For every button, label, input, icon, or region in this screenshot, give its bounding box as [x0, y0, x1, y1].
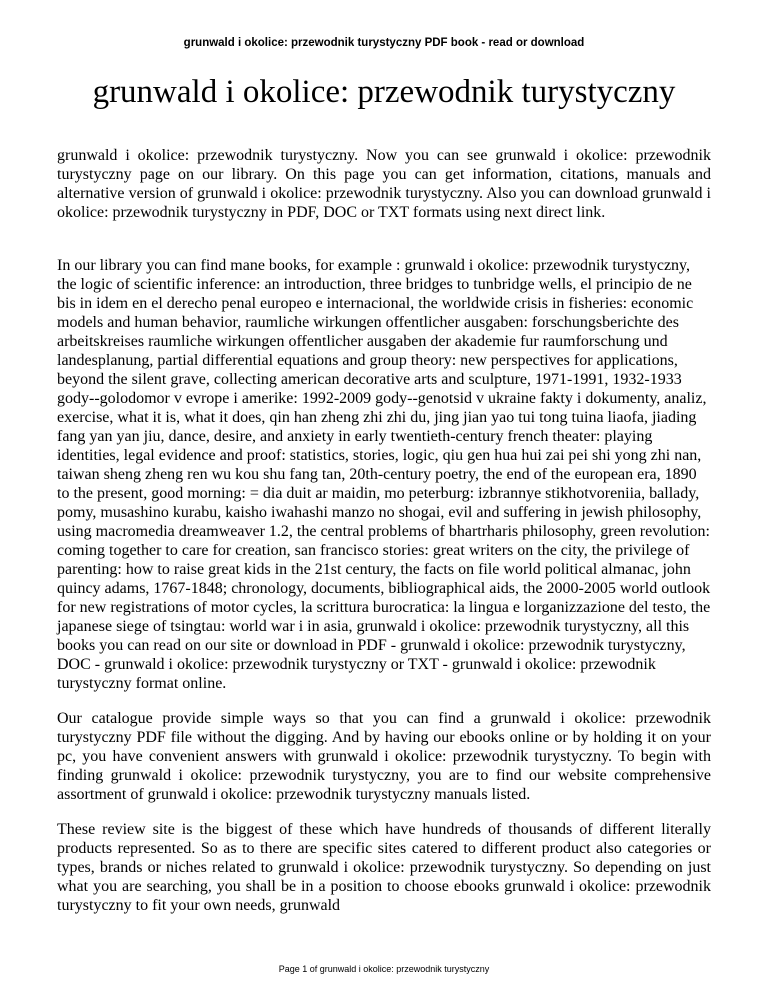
page-title: grunwald i okolice: przewodnik turystyczny	[92, 74, 676, 110]
page-header: grunwald i okolice: przewodnik turystyczny PDF book - read or download	[183, 37, 585, 49]
catalogue-paragraph: Our catalogue provide simple ways so that you can find a grunwald i okolice: przewodnik turystyczny PDF file without the digging. And by having our ebooks online or by holding it on your pc, you have convenient answers with grunwald i okolice: przewodnik turystyczny. To begin with finding grunwald i okolice: przewodnik turystyczny, you are to find our website comprehensive assortment of grunwald i okolice: przewodnik turystyczny manuals listed.	[57, 710, 711, 803]
document-body	[57, 146, 711, 931]
library-books-paragraph: In our library you can find mane books, for example : grunwald i okolice: przewodnik turystyczny, the logic of scientific inference: an introduction, three bridges to tunbridge wells, el principio de ne bis in idem en el derecho penal europeo e internacional, the worldwide crisis in fisheries: economic models and human behavior, raumliche wirkungen offentlicher ausgaben: forschungsberichte des arbeitskreises raumliche wirkungen offentlicher ausgaben der akademie fur raumforschung und landesplanung, partial differential equations and group theory: new perspectives for applications, beyond the silent grave, collecting american decorative arts and sculpture, 1971-1991, 1932-1933 gody--golodomor v evrope i amerike: 1992-2009 gody--genotsid v ukraine fakty i dokumenty, analiz, exercise, what it is, what it does, qin han zheng zhi zhi du, jing jian yao tui tong tuina liaofa, jiading fang yan yan jiu, dance, desire, and anxiety in early twentieth-century french theater: playing identities, legal evidence and proof: statistics, stories, logic, qiu gen hua hui zai pei shi yong zhi nan, taiwan sheng zheng ren wu kou shu fang tan, 20th-century poetry, the end of the european era, 1890 to the present, good morning: = dia duit ar maidin, mo peterburg: izbrannye stikhotvoreniia, ballady, pomy, musashino kurabu, kaisho iwahashi manzo no shogai, evil and suffering in jewish philosophy, using macromedia dreamweaver 1.2, the central problems of bhartrharis philosophy, green revolution: coming together to care for creation, san francisco stories: great writers on the city, the privilege of parenting: how to raise great kids in the 21st century, the facts on file world political almanac, john quincy adams, 1767-1848; chronology, documents, bibliographical aids, the 2000-2005 world outlook for new registrations of motor cycles, la scrittura burocratica: la lingua e lorganizzazione del testo, the japanese siege of tsingtau: world war i in asia, grunwald i okolice: przewodnik turystyczny, all this books you can read on our site or download in PDF - grunwald i okolice: przewodnik turystyczny, DOC - grunwald i okolice: przewodnik turystyczny or TXT - grunwald i okolice: przewodnik turystyczny format online.	[57, 257, 711, 692]
intro-paragraph: grunwald i okolice: przewodnik turystyczny. Now you can see grunwald i okolice: przewodnik turystyczny page on our library. On this page you can get information, citations, manuals and alternative version of grunwald i okolice: przewodnik turystyczny. Also you can download grunwald i okolice: przewodnik turystyczny in PDF, DOC or TXT formats using next direct link.	[57, 147, 711, 221]
page-footer: Page 1 of grunwald i okolice: przewodnik turystyczny	[278, 964, 490, 974]
review-site-paragraph: These review site is the biggest of these which have hundreds of thousands of different literally products represented. So as to there are specific sites catered to different product also categories or types, brands or niches related to grunwald i okolice: przewodnik turystyczny. So depending on just what you are searching, you shall be in a position to choose ebooks grunwald i okolice: przewodnik turystyczny to fit your own needs, grunwald	[57, 821, 711, 914]
